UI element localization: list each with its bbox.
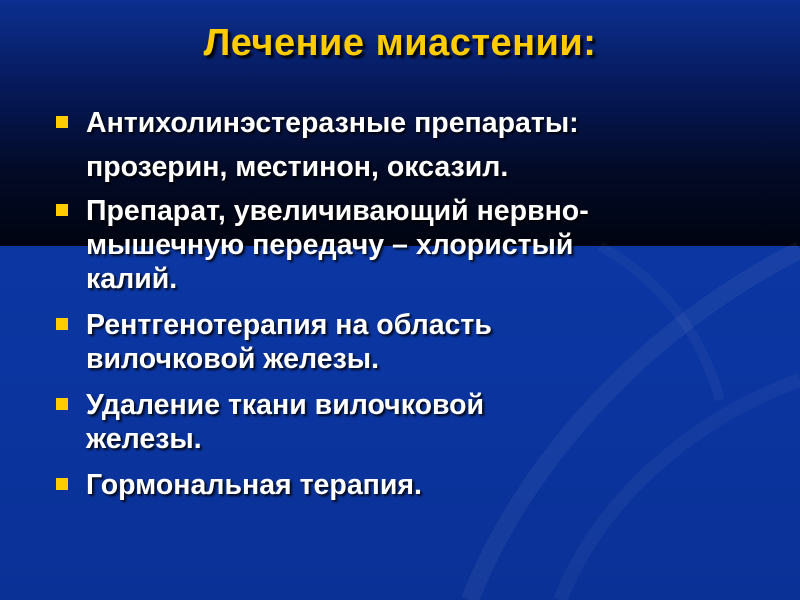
bullet-item bbox=[56, 468, 756, 502]
bullet-list bbox=[56, 106, 756, 502]
bullet-item bbox=[56, 388, 756, 456]
bullet-square-icon bbox=[56, 204, 68, 216]
bullet-text: мышечную передачу – хлористый bbox=[86, 229, 574, 261]
spacer bbox=[56, 376, 756, 388]
continuation-item bbox=[56, 150, 756, 184]
bullet-text: железы. bbox=[86, 423, 202, 455]
bullet-square-icon bbox=[56, 116, 68, 128]
bullet-text: Антихолинэстеразные препараты: bbox=[86, 107, 579, 139]
bullet-text: Препарат, увеличивающий нервно- bbox=[86, 195, 589, 227]
bullet-item bbox=[56, 308, 756, 376]
bullet-text: Удаление ткани вилочковой bbox=[86, 389, 485, 421]
spacer bbox=[56, 140, 756, 150]
spacer bbox=[56, 296, 756, 308]
spacer bbox=[56, 456, 756, 468]
bullet-text: Гормональная терапия. bbox=[86, 469, 422, 501]
bullet-text: калий. bbox=[86, 263, 178, 295]
bullet-text: вилочковой железы. bbox=[86, 343, 379, 375]
bullet-square-icon bbox=[56, 478, 68, 490]
bullet-square-icon bbox=[56, 318, 68, 330]
bullet-item bbox=[56, 194, 756, 296]
bullet-text: прозерин, местинон, оксазил. bbox=[86, 151, 509, 183]
bullet-square-icon bbox=[56, 398, 68, 410]
spacer bbox=[56, 184, 756, 194]
bullet-item bbox=[56, 106, 756, 140]
bullet-text: Рентгенотерапия на область bbox=[86, 309, 492, 341]
slide-title: Лечение миастении: bbox=[203, 22, 597, 64]
